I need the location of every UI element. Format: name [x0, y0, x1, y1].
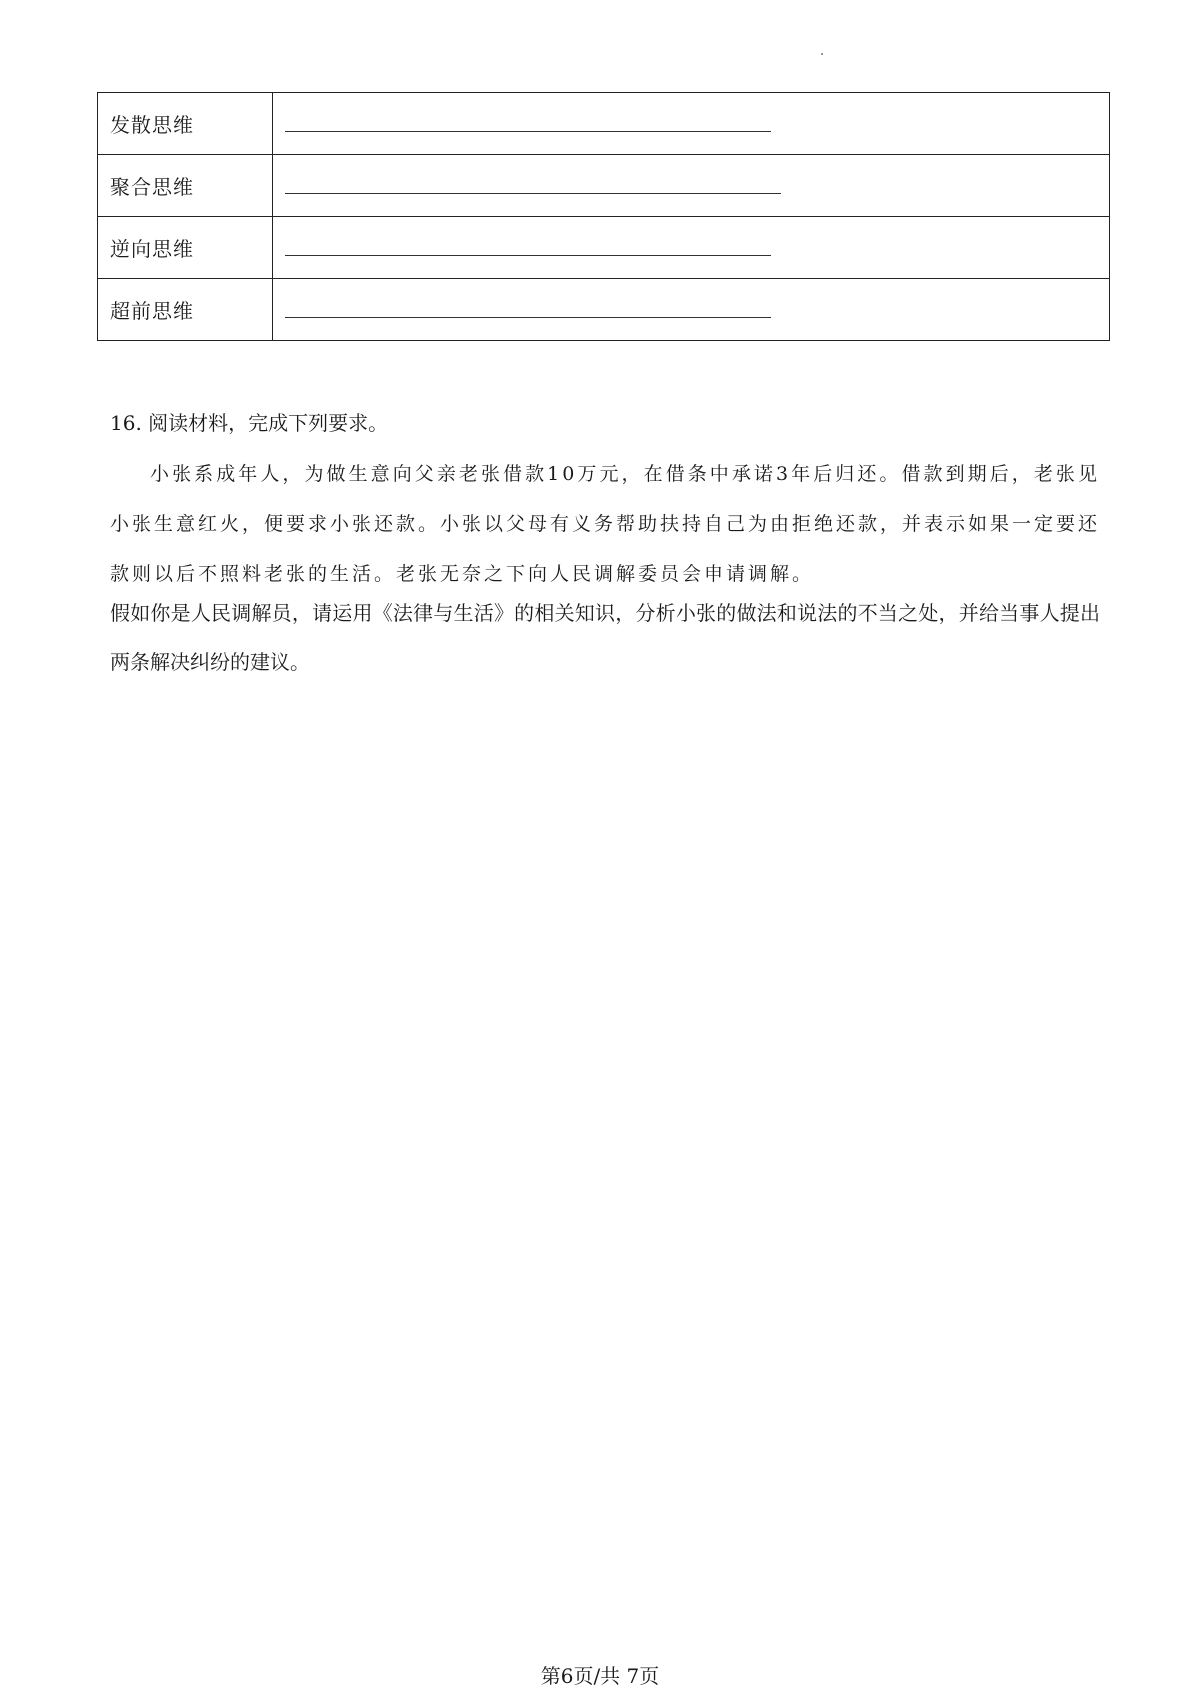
question-16-heading: 16. 阅读材料，完成下列要求。: [110, 411, 389, 435]
table-row: [98, 155, 1110, 217]
answer-blank-line: [285, 131, 771, 132]
answer-cell[interactable]: [273, 155, 1110, 217]
table-row: [98, 217, 1110, 279]
answer-blank-line: [285, 255, 771, 256]
row-label: 聚合思维: [98, 155, 273, 217]
table-row: [98, 93, 1110, 155]
answer-cell[interactable]: [273, 217, 1110, 279]
scan-dot: [821, 53, 823, 55]
reading-material: 小张系成年人，为做生意向父亲老张借款10万元，在借条中承诺3年后归还。借款到期后，老张见小张生意红火，便要求小张还款。小张以父母有义务帮助扶持自己为由拒绝还款，并表示如果一定要还款则以后不照料老张的生活。老张无奈之下向人民调解委员会申请调解。: [110, 463, 1101, 585]
page-footer: 第6页/共 7页: [540, 1664, 660, 1688]
table-row: [98, 279, 1110, 341]
row-label: 发散思维: [98, 93, 273, 155]
question-task: 假如你是人民调解员，请运用《法律与生活》的相关知识，分析小张的做法和说法的不当之处，并给当事人提出两条解决纠纷的建议。: [110, 601, 1100, 674]
thinking-types-table: [97, 92, 1110, 341]
answer-cell[interactable]: [273, 93, 1110, 155]
answer-blank-line: [285, 317, 771, 318]
row-label: 超前思维: [98, 279, 273, 341]
answer-blank-line: [285, 193, 781, 194]
row-label: 逆向思维: [98, 217, 273, 279]
answer-cell[interactable]: [273, 279, 1110, 341]
